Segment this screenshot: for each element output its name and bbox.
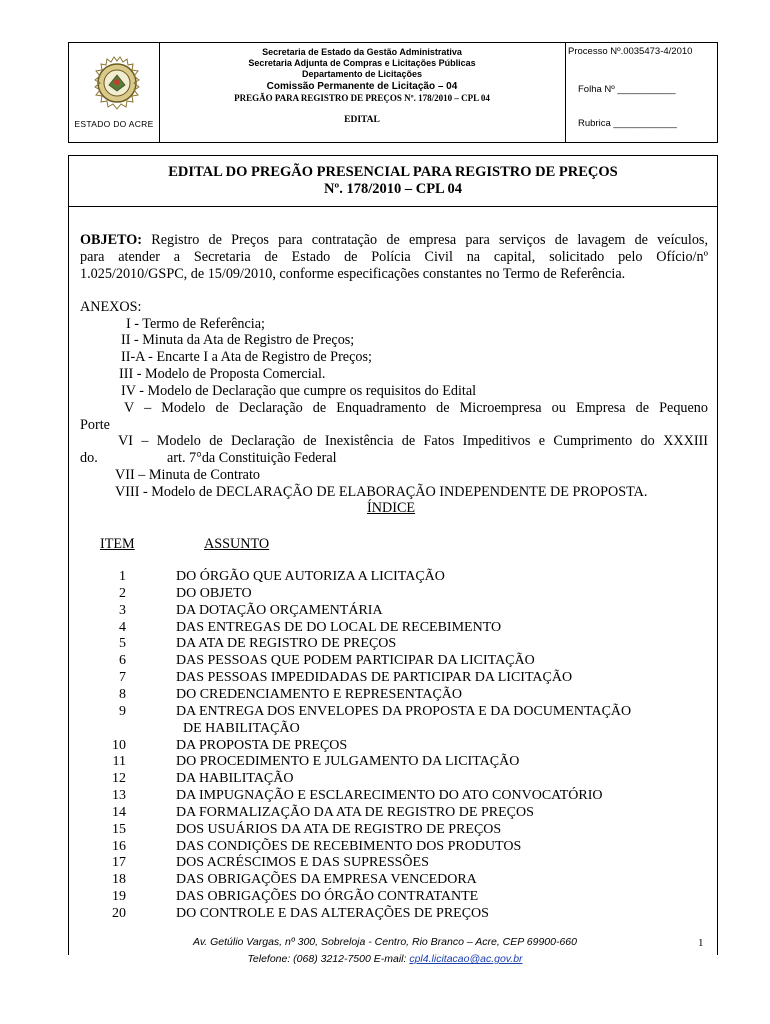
indice-row-subject: DAS ENTREGAS DE DO LOCAL DE RECEBIMENTO — [176, 619, 502, 635]
indice-row-number: 1 — [119, 569, 126, 584]
edital-title-line: Nº. 178/2010 – CPL 04 — [323, 181, 463, 197]
indice-row-number: 14 — [112, 804, 126, 820]
indice-row-subject-cont: DE HABILITAÇÃO — [183, 720, 300, 736]
objeto-line: para atender a Secretaria de Estado de Polícia Civil na capital, solicitado pelo Ofício/nº — [80, 249, 708, 265]
indice-row-subject: DOS ACRÉSCIMOS E DAS SUPRESSÕES — [176, 855, 429, 871]
footer-address: Av. Getúlio Vargas, nº 300, Sobreloja - Centro, Rio Branco – Acre, CEP 69900-660 — [193, 936, 577, 948]
anexo-item: VIII - Modelo de DECLARAÇÃO DE ELABORAÇÃO INDEPENDENTE DE PROPOSTA. — [115, 484, 648, 500]
indice-row-subject: DAS CONDIÇÕES DE RECEBIMENTO DOS PRODUTOS — [176, 838, 522, 854]
objeto-line: 1.025/2010/GSPC, de 15/09/2010, conforme especificações constantes no Termo de Referência. — [80, 266, 626, 282]
edital-title-line: EDITAL DO PREGÃO PRESENCIAL PARA REGISTRO DE PREÇOS — [168, 164, 618, 180]
indice-row-subject: DAS PESSOAS QUE PODEM PARTICIPAR DA LICITAÇÃO — [176, 653, 535, 669]
anexo-item: VII – Minuta de Contrato — [115, 467, 260, 483]
indice-row-number: 17 — [112, 855, 126, 871]
state-name: ESTADO DO ACRE — [74, 119, 154, 129]
indice-row-subject: DO CONTROLE E DAS ALTERAÇÕES DE PREÇOS — [176, 906, 489, 921]
indice-row-subject: DAS OBRIGAÇÕES DO ÓRGÃO CONTRATANTE — [176, 889, 479, 905]
indice-col-item: ITEM — [100, 536, 135, 552]
indice-row-subject: DO PROCEDIMENTO E JULGAMENTO DA LICITAÇÃO — [176, 754, 520, 770]
agency-line: Secretaria Adjunta de Compras e Licitações Públicas — [248, 58, 476, 68]
folha-field: Folha Nº ___________ — [578, 84, 676, 95]
footer-contact — [0, 953, 770, 965]
anexo-item-cont: Porte — [80, 417, 110, 433]
indice-row-subject: DA HABILITAÇÃO — [176, 771, 294, 787]
footer-email-link[interactable]: cpl4.licitacao@ac.gov.br — [409, 953, 523, 965]
indice-row-subject: DA IMPUGNAÇÃO E ESCLARECIMENTO DO ATO CONVOCATÓRIO — [176, 788, 603, 804]
indice-row-subject: DO OBJETO — [176, 585, 252, 601]
indice-row-number: 7 — [119, 670, 126, 686]
document-header — [68, 42, 718, 143]
indice-row-number: 9 — [119, 703, 126, 719]
indice-row-number: 5 — [119, 636, 126, 652]
indice-row-subject: DO ÓRGÃO QUE AUTORIZA A LICITAÇÃO — [176, 569, 445, 584]
indice-row-number: 18 — [112, 872, 126, 888]
state-seal-icon — [89, 55, 145, 111]
agency-line: Comissão Permanente de Licitação – 04 — [266, 81, 458, 92]
indice-row-number: 12 — [112, 771, 126, 787]
indice-row-subject: DAS PESSOAS IMPEDIDADAS DE PARTICIPAR DA LICITAÇÃO — [176, 670, 573, 686]
anexo-item: III - Modelo de Proposta Comercial. — [119, 366, 326, 382]
indice-row-subject: DOS USUÁRIOS DA ATA DE REGISTRO DE PREÇOS — [176, 821, 502, 837]
anexo-item: V – Modelo de Declaração de Enquadramento de Microempresa ou Empresa de Pequeno — [124, 400, 708, 416]
indice-row-subject: DO CREDENCIAMENTO E REPRESENTAÇÃO — [176, 686, 463, 702]
objeto-line — [80, 232, 708, 248]
agency-line: Secretaria de Estado da Gestão Administrativa — [262, 47, 462, 57]
indice-row-number: 11 — [112, 754, 126, 770]
page-number: 1 — [698, 937, 704, 949]
objeto-label: OBJETO: — [80, 232, 143, 248]
footer-phone: Telefone: (068) 3212-7500 E-mail: — [247, 953, 410, 965]
anexo-item-cont: art. 7°da Constituição Federal — [167, 450, 337, 466]
agency-line: Departamento de Licitações — [301, 69, 423, 79]
indice-row-number: 6 — [119, 653, 126, 669]
process-number: Processo Nº.0035473-4/2010 — [568, 46, 693, 57]
indice-row-number: 16 — [112, 838, 126, 854]
header-emblem-cell — [69, 43, 160, 142]
indice-row-number: 15 — [112, 821, 126, 837]
header-process-cell — [566, 43, 717, 142]
objeto-text: Registro de Preços para contratação de empresa para serviços de lavagem de veículos, — [151, 232, 709, 248]
agency-line: PREGÃO PARA REGISTRO DE PREÇOS Nº. 178/2010 – CPL 04 — [234, 93, 490, 103]
indice-row-number: 13 — [112, 788, 126, 804]
header-agency-cell — [159, 43, 566, 142]
anexo-item: IV - Modelo de Declaração que cumpre os requisitos do Edital — [121, 383, 477, 399]
anexo-item: II-A - Encarte I a Ata de Registro de Preços; — [121, 349, 372, 365]
indice-row-subject: DA PROPOSTA DE PREÇOS — [176, 737, 348, 753]
indice-row-number: 10 — [112, 737, 126, 753]
anexo-item-cont: do. — [80, 450, 98, 466]
indice-row-subject: DA ATA DE REGISTRO DE PREÇOS — [176, 636, 397, 652]
anexo-item: VI – Modelo de Declaração de Inexistência de Fatos Impeditivos e Cumprimento do XXXIII — [118, 433, 708, 449]
anexo-item: II - Minuta da Ata de Registro de Preços; — [121, 332, 355, 348]
indice-col-assunto: ASSUNTO — [204, 536, 270, 552]
indice-row-number: 19 — [112, 889, 126, 905]
indice-row-subject: DA FORMALIZAÇÃO DA ATA DE REGISTRO DE PREÇOS — [176, 804, 534, 820]
indice-row-subject: DA DOTAÇÃO ORÇAMENTÁRIA — [176, 602, 383, 618]
indice-title: ÍNDICE — [367, 500, 416, 516]
agency-line: EDITAL — [344, 115, 380, 125]
indice-row-number: 3 — [119, 602, 126, 618]
rubrica-field: Rubrica ____________ — [578, 118, 677, 129]
indice-row-number: 20 — [112, 906, 126, 921]
indice-row-number: 8 — [119, 686, 126, 702]
anexo-item: I - Termo de Referência; — [126, 316, 265, 332]
edital-title — [69, 156, 717, 207]
anexos-label: ANEXOS: — [80, 299, 142, 315]
indice-row-number: 4 — [119, 619, 126, 635]
indice-row-number: 2 — [119, 585, 126, 601]
indice-row-subject: DA ENTREGA DOS ENVELOPES DA PROPOSTA E DA DOCUMENTAÇÃO — [176, 703, 632, 719]
indice-row-subject: DAS OBRIGAÇÕES DA EMPRESA VENCEDORA — [176, 872, 477, 888]
